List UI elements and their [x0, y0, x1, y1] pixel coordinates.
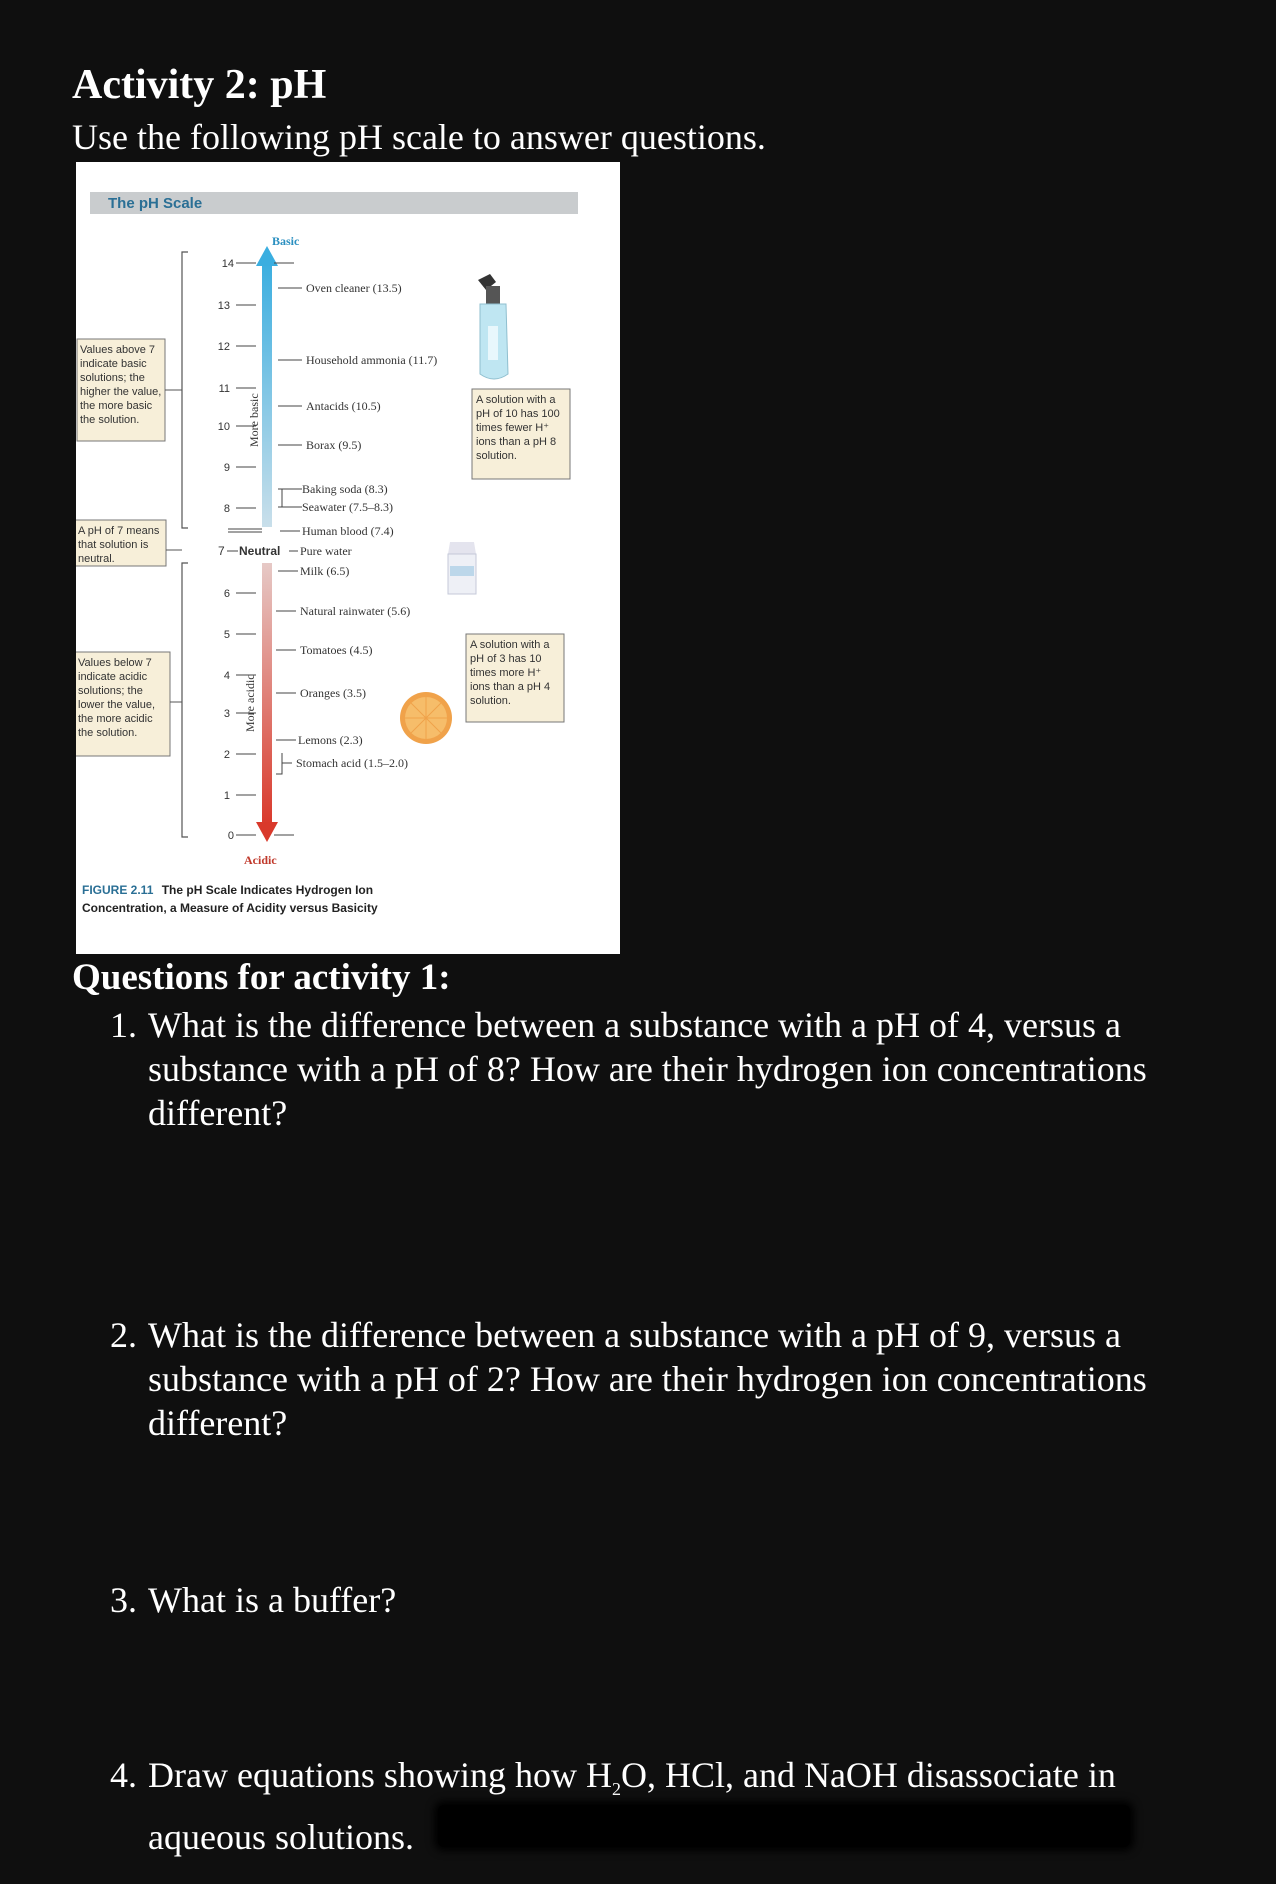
note-basic-line: Values above 7 — [80, 344, 156, 356]
question-line: substance with a pH of 2? How are their hydrogen ion concentrations — [148, 1359, 1147, 1399]
note-ph10-line: ions than a pH 8 — [476, 436, 557, 448]
substance-tomatoes: Tomatoes (4.5) — [300, 643, 373, 657]
more-basic-label: More basic — [247, 393, 261, 447]
figure-caption-line2: Concentration, a Measure of Acidity versus Basicity — [82, 901, 378, 915]
question-number: 1. — [110, 1005, 137, 1045]
question-line: What is a buffer? — [148, 1580, 397, 1620]
bracket-acidic — [182, 563, 188, 837]
substance-lemons: Lemons (2.3) — [298, 733, 363, 747]
substance-pure-water: Pure water — [300, 544, 352, 558]
tick-12: 12 — [217, 341, 230, 353]
orange-icon — [400, 692, 452, 744]
substance-leaders — [276, 288, 302, 774]
substance-seawater: Seawater (7.5–8.3) — [302, 500, 393, 514]
note-ph10-line: solution. — [476, 450, 517, 462]
note-ph10-line: times fewer H⁺ — [476, 422, 550, 434]
acidic-arrow-bar — [262, 563, 272, 825]
banner-title: The pH Scale — [108, 195, 203, 212]
tick-10: 10 — [217, 421, 230, 433]
note-ph3-line: times more H⁺ — [470, 667, 542, 679]
note-ph10 — [472, 389, 570, 479]
substance-household-ammonia: Household ammonia (11.7) — [306, 353, 438, 367]
question-line: aqueous solutions. — [148, 1817, 414, 1858]
note-basic-line: the more basic — [80, 400, 153, 412]
note-ph10-line: pH of 10 has 100 — [476, 408, 560, 420]
question-number: 4. — [110, 1755, 137, 1795]
note-neutral-line: A pH of 7 means — [78, 525, 160, 537]
question-line — [148, 1753, 1116, 1811]
question-line: substance with a pH of 8? How are their hydrogen ion concentrations — [148, 1049, 1147, 1089]
activity-subtitle: Use the following pH scale to answer questions. — [72, 117, 766, 157]
question-line: What is the difference between a substance with a pH of 4, versus a — [148, 1005, 1121, 1045]
tick-9: 9 — [223, 462, 230, 474]
substance-oven-cleaner: Oven cleaner (13.5) — [306, 281, 402, 295]
note-basic-line: indicate basic — [80, 358, 147, 370]
tick-7: 7 — [218, 544, 225, 558]
note-acidic-line: solutions; the — [78, 685, 143, 697]
acidic-label: Acidic — [244, 853, 277, 867]
basic-arrow-bar — [262, 262, 272, 527]
milk-carton-icon — [448, 542, 476, 594]
note-acidic-line: the solution. — [78, 727, 138, 739]
tick-8: 8 — [223, 503, 230, 515]
figure-caption-text: The pH Scale Indicates Hydrogen Ion — [161, 883, 374, 897]
redaction-bar — [438, 1805, 1130, 1847]
note-neutral — [76, 520, 166, 566]
tick-5: 5 — [223, 629, 230, 641]
more-acidic-label: More acidic — [243, 674, 257, 732]
substance-stomach-acid: Stomach acid (1.5–2.0) — [296, 756, 408, 770]
note-ph3 — [466, 634, 564, 722]
ph-scale-diagram — [76, 162, 620, 954]
substance-oranges: Oranges (3.5) — [300, 686, 366, 700]
substance-antacids: Antacids (10.5) — [306, 399, 381, 413]
note-basic-line: the solution. — [80, 414, 140, 426]
tick-14: 14 — [221, 258, 234, 270]
ph-scale-figure — [76, 162, 620, 954]
subscript: 2 — [611, 1779, 621, 1800]
question-line: different? — [148, 1403, 288, 1443]
question-line: What is the difference between a substance with a pH of 9, versus a — [148, 1315, 1121, 1355]
note-ph3-line: ions than a pH 4 — [470, 681, 551, 693]
question-text: Draw equations showing how H — [148, 1755, 612, 1795]
neutral-label: Neutral — [239, 544, 281, 558]
tick-0: 0 — [227, 830, 234, 842]
bracket-basic — [182, 252, 188, 528]
activity-title: Activity 2: pH — [72, 62, 327, 108]
question-number: 3. — [110, 1580, 137, 1620]
note-acidic-line: the more acidic — [78, 713, 153, 725]
question-text: O, HCl, and NaOH disassociate in — [620, 1755, 1116, 1795]
substance-natural-rainwater: Natural rainwater (5.6) — [300, 604, 411, 618]
figure-caption-line1 — [82, 883, 373, 897]
tick-13: 13 — [217, 300, 230, 312]
substance-baking-soda: Baking soda (8.3) — [302, 482, 388, 496]
note-acidic-line: lower the value, — [78, 699, 156, 711]
note-acidic-line: indicate acidic — [78, 671, 148, 683]
tick-2: 2 — [223, 749, 230, 761]
spray-bottle-icon — [478, 274, 508, 379]
note-ph10-line: A solution with a — [476, 394, 556, 406]
question-number: 2. — [110, 1315, 137, 1355]
substance-human-blood: Human blood (7.4) — [302, 524, 394, 538]
note-neutral-line: that solution is — [78, 539, 149, 551]
note-neutral-line: neutral. — [78, 553, 115, 565]
acidic-arrow-head — [256, 822, 278, 842]
note-ph3-line: pH of 3 has 10 — [470, 653, 542, 665]
note-ph3-line: solution. — [470, 695, 511, 707]
substance-milk: Milk (6.5) — [300, 564, 350, 578]
note-basic-line: higher the value, — [80, 386, 162, 398]
substance-borax: Borax (9.5) — [306, 438, 362, 452]
note-ph3-line: A solution with a — [470, 639, 550, 651]
figure-number: FIGURE 2.11 — [82, 883, 154, 897]
basic-label: Basic — [272, 234, 300, 248]
tick-11: 11 — [218, 383, 230, 395]
question-line: different? — [148, 1093, 288, 1133]
tick-3: 3 — [223, 708, 230, 720]
questions-heading: Questions for activity 1: — [72, 957, 451, 998]
tick-1: 1 — [223, 790, 230, 802]
note-acidic-line: Values below 7 — [78, 657, 152, 669]
tick-4: 4 — [223, 670, 230, 682]
note-basic-line: solutions; the — [80, 372, 145, 384]
tick-6: 6 — [223, 588, 230, 600]
note-basic — [77, 339, 165, 441]
note-acidic — [76, 652, 170, 756]
